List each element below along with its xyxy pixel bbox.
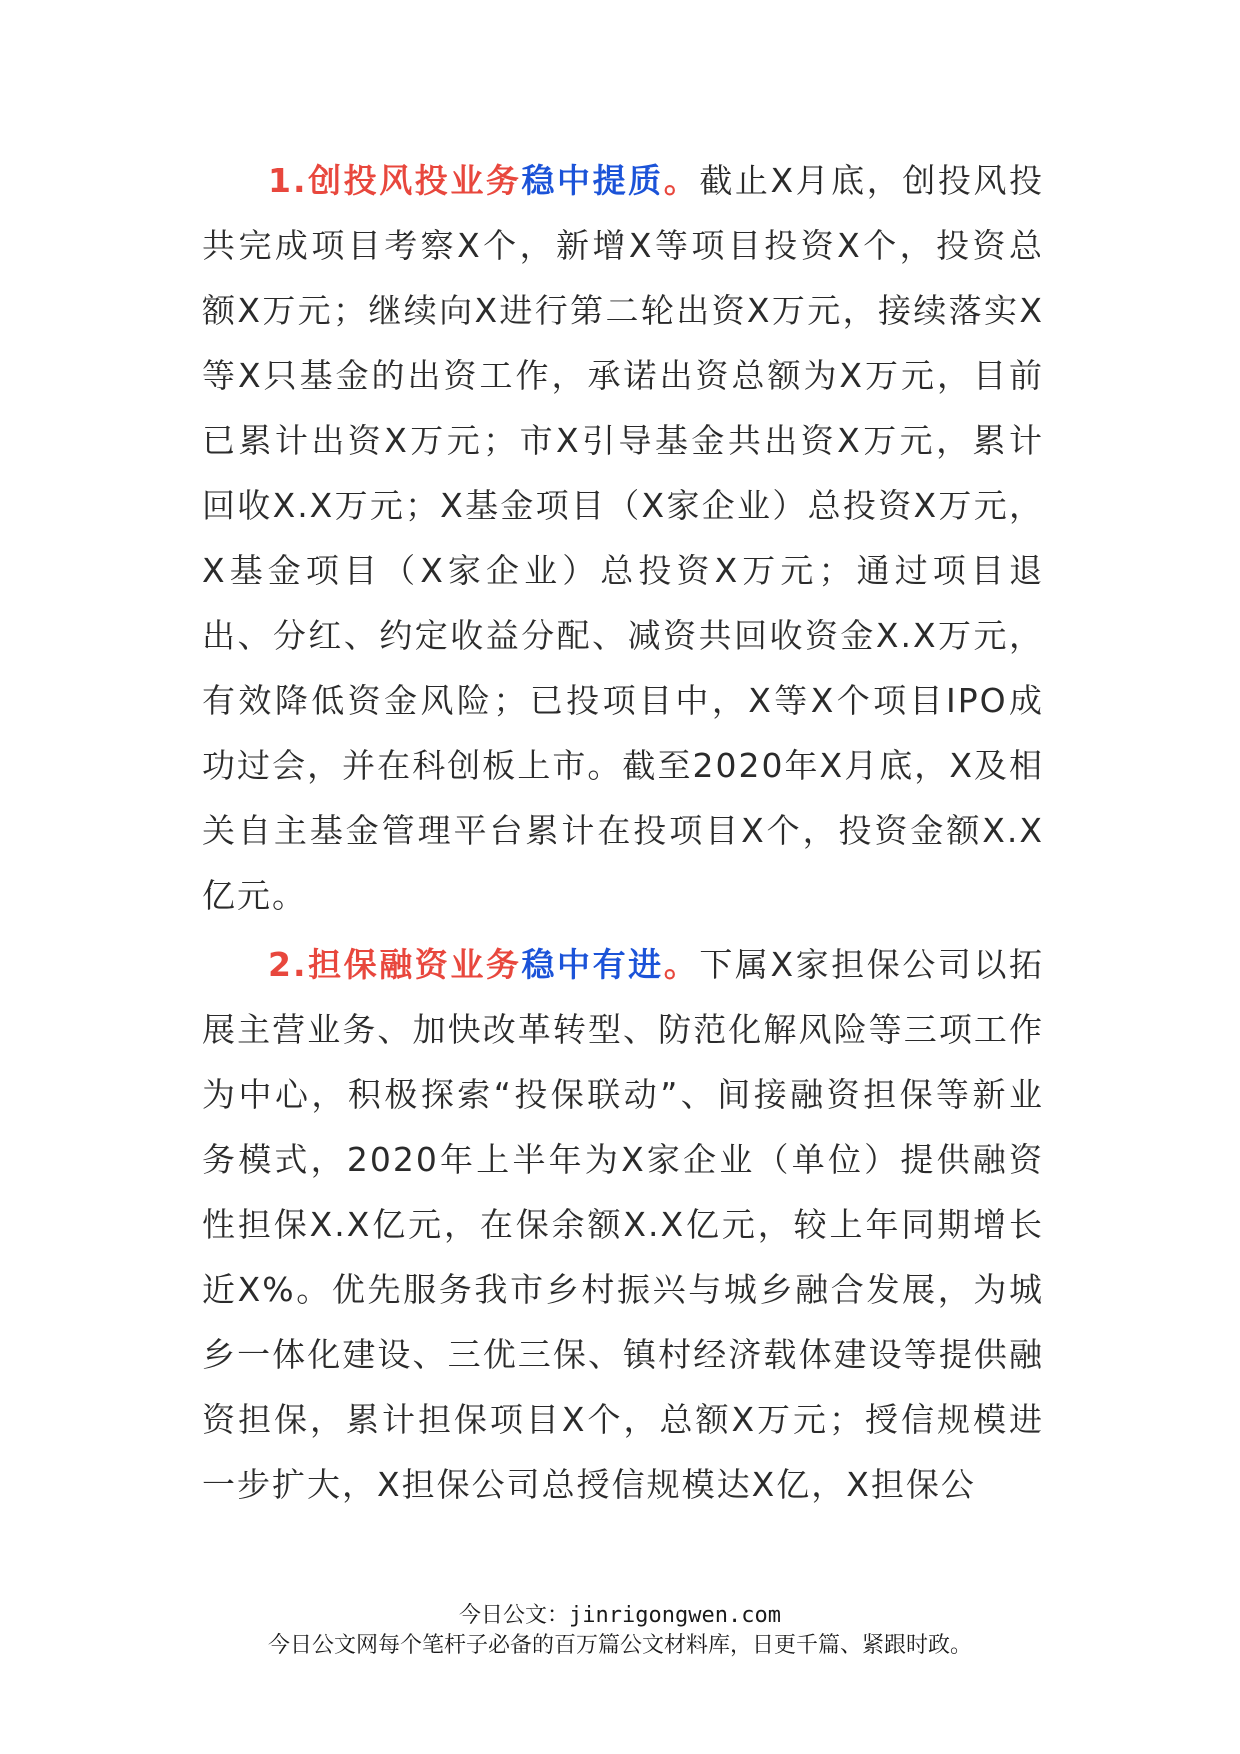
- section-2-paragraph: [202, 932, 1044, 1517]
- section-2-heading-highlight: 稳中有进: [521, 945, 664, 984]
- section-1-heading-period: 。: [663, 161, 700, 200]
- footer-site-label: 今日公文：: [459, 1603, 570, 1628]
- document-body: [202, 148, 1044, 1521]
- footer-site-url[interactable]: jinrigongwen.com: [569, 1603, 781, 1628]
- section-1-paragraph: [202, 148, 1044, 928]
- section-1-body-text: 截止X月底，创投风投共完成项目考察X个，新增X等项目投资X个，投资总额X万元；继续向X进行第二轮出资X万元，接续落实X等X只基金的出资工作，承诺出资总额为X万元，目前已累计出资X万元；市X引导基金共出资X万元，累计回收X.X万元；X基金项目（X家企业）总投资X万元，X基金项目（X家企业）总投资X万元；通过项目退出、分红、约定收益分配、减资共回收资金X.X万元，有效降低资金风险；已投项目中，X等X个项目IPO成功过会，并在科创板上市。截至2020年X月底，X及相关自主基金管理平台累计在投项目X个，投资金额X.X亿元。: [202, 161, 1045, 915]
- footer-site: [0, 1598, 1240, 1629]
- section-1-heading-highlight: 稳中提质: [521, 161, 664, 200]
- footer-tagline: 今日公文网每个笔杆子必备的百万篇公文材料库，日更千篇、紧跟时政。: [267, 1633, 972, 1658]
- section-2-body-text: 下属X家担保公司以拓展主营业务、加快改革转型、防范化解风险等三项工作为中心，积极探索“投保联动”、间接融资担保等新业务模式，2020年上半年为X家企业（单位）提供融资性担保X.X亿元，在保余额X.X亿元，较上年同期增长近X%。优先服务我市乡村振兴与城乡融合发展，为城乡一体化建设、三优三保、镇村经济载体建设等提供融资担保，累计担保项目X个，总额X万元；授信规模进一步扩大，X担保公司总授信规模达X亿，X担保公: [202, 945, 1045, 1504]
- section-2-heading-period: 。: [663, 945, 700, 984]
- section-1-heading-prefix: 1.创投风投业务: [268, 161, 522, 200]
- section-2-heading-prefix: 2.担保融资业务: [268, 945, 522, 984]
